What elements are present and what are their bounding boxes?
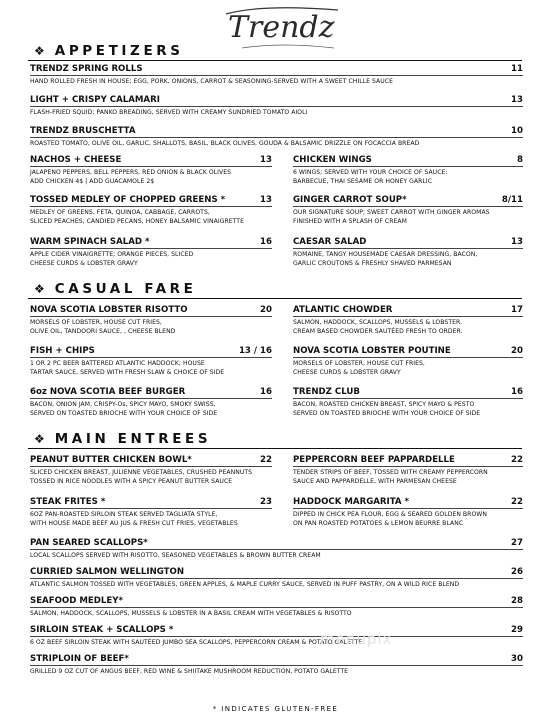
menu-item <box>293 237 523 268</box>
item-name: TRENDZ CLUB <box>293 387 360 397</box>
item-name: SEAFOOD MEDLEY* <box>30 596 123 606</box>
item-desc: FLASH-FRIED SQUID; PANKO BREADING, SERVED WITH CREAMY SUNDRIED TOMATO AIOLI <box>30 109 308 116</box>
section-divider <box>28 448 522 449</box>
item-desc: APPLE CIDER VINAIGRETTE; ORANGE PIECES, SLICED <box>30 251 194 258</box>
item-price: 20 <box>260 305 272 315</box>
item-desc: WITH HOUSE MADE BEEF AU JUS & FRESH CUT FRIES, VEGETABLES <box>30 519 238 527</box>
item-name: HADDOCK MARGARITA * <box>293 497 410 507</box>
menu-item <box>30 567 523 590</box>
item-desc: TARTAR SAUCE, SERVED WITH FRESH SLAW & CHOICE OF SIDE <box>30 368 225 376</box>
item-desc: 1 OR 2 PC BEER BATTERED ATLANTIC HADDOCK; HOUSE <box>30 360 205 367</box>
item-price: 11 <box>511 64 523 74</box>
item-desc: SERVED ON TOASTED BRIOCHE WITH YOUR CHOICE OF SIDE <box>30 409 218 417</box>
item-price: 26 <box>511 567 523 577</box>
menu-item <box>30 305 272 336</box>
menu-item <box>30 596 523 619</box>
item-desc: ON PAN ROASTED POTATOES & LEMON BEURRE BLANC <box>293 519 464 527</box>
item-desc: BARBECUE, THAI SESAME OR HONEY GARLIC <box>293 177 433 185</box>
item-desc: OUR SIGNATURE SOUP; SWEET CARROT WITH GINGER AROMAS <box>293 209 490 216</box>
item-desc: MORSELS OF LOBSTER, HOUSE CUT FRIES, <box>30 319 162 326</box>
fleur-diamond-icon: ❖ <box>34 432 45 446</box>
item-name: CHICKEN WINGS <box>293 155 372 165</box>
menu-item <box>293 497 523 528</box>
item-price: 29 <box>511 625 523 635</box>
item-price: 27 <box>511 538 523 548</box>
item-name: SIRLOIN STEAK + SCALLOPS * <box>30 625 174 635</box>
item-name: PEPPERCORN BEEF PAPPARDELLE <box>293 455 455 465</box>
menu-item <box>30 237 272 268</box>
item-desc: GRILLED 9 OZ CUT OF ANGUS BEEF, RED WINE & SHIITAKE MUSHROOM REDUCTION, POTATO GALETTE <box>30 668 349 675</box>
item-desc: HAND ROLLED FRESH IN HOUSE; EGG, PORK, ONIONS, CARROT & SEASONING-SERVED WITH A SWEET CHILLE SAUCE <box>30 78 393 85</box>
item-name: FISH + CHIPS <box>30 346 95 356</box>
item-desc: SALMON, HADDOCK, SCALLOPS, MUSSELS & LOBSTER IN A BASIL CREAM WITH VEGETABLES & RISOTTO <box>30 610 352 617</box>
item-price: 8/11 <box>501 195 523 205</box>
section-title-main-entrees: ❖ MAIN ENTREES <box>34 431 212 447</box>
item-desc: CHEESE CURDS & LOBSTER GRAVY <box>30 259 138 267</box>
item-price: 16 <box>260 237 272 247</box>
logo-text: Trendz <box>228 10 335 45</box>
menu-item <box>30 126 523 149</box>
item-price: 13 <box>260 195 272 205</box>
menu-item <box>30 654 523 677</box>
item-price: 13 <box>511 95 523 105</box>
item-desc: ROASTED TOMATO, OLIVE OIL, GARLIC, SHALLOTS, BASIL, BLACK OLIVES, GOUDA & BALSAMIC DRIZZLE ON FOCACCIA BREAD <box>30 140 420 147</box>
item-desc: LOCAL SCALLOPS SERVED WITH RISOTTO, SEASONED VEGETABLES & BROWN BUTTER CREAM <box>30 552 321 559</box>
menu-item <box>293 346 523 377</box>
item-desc: ROMAINE, TANGY HOUSEMADE CAESAR DRESSING, BACON, <box>293 251 478 258</box>
menu-item <box>30 538 523 561</box>
menu-item <box>293 305 523 336</box>
item-name: PEANUT BUTTER CHICKEN BOWL* <box>30 455 192 465</box>
item-price: 22 <box>511 455 523 465</box>
item-name: STEAK FRITES * <box>30 497 106 507</box>
watermark: menupix <box>320 630 393 648</box>
item-name: WARM SPINACH SALAD * <box>30 237 150 247</box>
item-desc: DIPPED IN CHICK PEA FLOUR, EGG & SEARED GOLDEN BROWN <box>293 511 487 518</box>
item-name: TRENDZ SPRING ROLLS <box>30 64 143 74</box>
section-divider <box>28 60 522 61</box>
item-name: LIGHT + CRISPY CALAMARI <box>30 95 160 105</box>
menu-item <box>30 95 523 118</box>
item-desc: BACON, ONION JAM, CRISPY-Os, SPICY MAYO, SMOKY SWISS, <box>30 401 216 408</box>
item-name: ATLANTIC CHOWDER <box>293 305 393 315</box>
item-desc: SLICED PEACHES, CANDIED PECANS, HONEY BALSAMIC VINAIGRETTE <box>30 217 244 225</box>
item-desc: 6 OZ BEEF SIRLOIN STEAK WITH SAUTÉED JUMBO SEA SCALLOPS, PEPPERCORN CREAM & POTATO GALETTE <box>30 639 363 646</box>
item-desc: GARLIC CROUTONS & FRESHLY SHAVED PARMESAN <box>293 259 452 267</box>
menu-item <box>293 387 523 418</box>
menu-item <box>30 497 272 528</box>
item-desc: SERVED ON TOASTED BRIOCHE WITH YOUR CHOICE OF SIDE <box>293 409 481 417</box>
item-name: STRIPLOIN OF BEEF* <box>30 654 129 664</box>
menu-item <box>293 155 523 186</box>
item-name: CAESAR SALAD <box>293 237 367 247</box>
restaurant-logo <box>222 4 340 52</box>
menu-item <box>30 64 523 87</box>
item-price: 22 <box>260 455 272 465</box>
item-desc: SLICED CHICKEN BREAST, JULIENNE VEGETABLES, CRUSHED PEANNUTS <box>30 469 253 476</box>
gluten-free-note: * INDICATES GLUTEN-FREE <box>212 705 339 713</box>
item-name: NACHOS + CHEESE <box>30 155 122 165</box>
item-name: NOVA SCOTIA LOBSTER POUTINE <box>293 346 451 356</box>
menu-item <box>30 387 272 418</box>
item-price: 13 / 16 <box>238 346 272 356</box>
item-desc: BACON, ROASTED CHICKEN BREAST, SPICY MAYO & PESTO <box>293 401 475 408</box>
item-name: CURRIED SALMON WELLINGTON <box>30 567 185 577</box>
menu-item <box>293 455 523 486</box>
item-name: 6oz NOVA SCOTIA BEEF BURGER <box>30 387 186 397</box>
item-name: TOSSED MEDLEY OF CHOPPED GREENS * <box>30 195 226 205</box>
item-name: NOVA SCOTIA LOBSTER RISOTTO <box>30 305 188 315</box>
item-price: 13 <box>260 155 272 165</box>
item-name: GINGER CARROT SOUP* <box>293 195 407 205</box>
item-price: 28 <box>511 596 523 606</box>
section-title-appetizers: ❖ APPETIZERS <box>34 43 184 59</box>
item-name: PAN SEARED SCALLOPS* <box>30 538 148 548</box>
item-desc: TENDER STRIPS OF BEEF, TOSSED WITH CREAMY PEPPERCORN <box>293 469 488 476</box>
item-desc: OLIVE OIL, TANDOORI SAUCE, , CHEESE BLEND <box>30 327 176 335</box>
item-price: 13 <box>511 237 523 247</box>
item-price: 16 <box>511 387 523 397</box>
item-desc: ATLANTIC SALMON TOSSED WITH VEGETABLES, GREEN APPLES, & MAPLE CURRY SAUCE, SERVED IN PUFF PASTRY, ON A WILD RICE BLEND <box>30 581 460 588</box>
item-price: 23 <box>260 497 272 507</box>
item-price: 20 <box>511 346 523 356</box>
item-desc: CHEESE CURDS & LOBSTER GRAVY <box>293 368 401 376</box>
item-price: 16 <box>260 387 272 397</box>
section-divider <box>28 298 522 299</box>
item-price: 22 <box>511 497 523 507</box>
item-desc: SAUCE AND PAPPARDELLE, WITH PARMESAN CHEESE <box>293 477 457 485</box>
item-desc: ADD CHICKEN 4$ | ADD GUACAMOLE 2$ <box>30 177 155 185</box>
menu-item <box>30 346 272 377</box>
item-desc: MORSELS OF LOBSTER, HOUSE CUT FRIES, <box>293 360 425 367</box>
menu-item <box>30 455 272 486</box>
item-desc: 6OZ PAN-ROASTED SIRLOIN STEAK SERVED TAGLIATA STYLE, <box>30 511 218 518</box>
item-price: 17 <box>511 305 523 315</box>
menu-item <box>293 195 523 226</box>
item-desc: SALMON, HADDOCK, SCALLOPS, MUSSELS & LOBSTER. <box>293 319 463 326</box>
item-name: TRENDZ BRUSCHETTA <box>30 126 136 136</box>
menu-item <box>30 625 523 648</box>
item-desc: JALAPENO PEPPERS, BELL PEPPERS, RED ONION & BLACK OLIVES <box>30 169 232 176</box>
item-desc: 6 WINGS; SERVED WITH YOUR CHOICE OF SAUCE: <box>293 169 448 176</box>
item-desc: FINISHED WITH A SPLASH OF CREAM <box>293 217 407 225</box>
fleur-diamond-icon: ❖ <box>34 282 45 296</box>
menu-item <box>30 155 272 186</box>
item-desc: CREAM BASED CHOWDER SAUTÉED FRESH TO ORDER. <box>293 327 463 335</box>
item-price: 10 <box>511 126 523 136</box>
item-desc: MEDLEY OF GREENS, FETA, QUINOA, CABBAGE, CARROTS, <box>30 209 210 216</box>
item-desc: TOSSED IN RICE NOODLES WITH A SPICY PEANUT BUTTER SAUCE <box>30 477 233 485</box>
menu-item <box>30 195 272 226</box>
item-price: 30 <box>511 654 523 664</box>
item-price: 8 <box>517 155 523 165</box>
fleur-diamond-icon: ❖ <box>34 44 45 58</box>
section-title-casual-fare: ❖ CASUAL FARE <box>34 281 197 297</box>
